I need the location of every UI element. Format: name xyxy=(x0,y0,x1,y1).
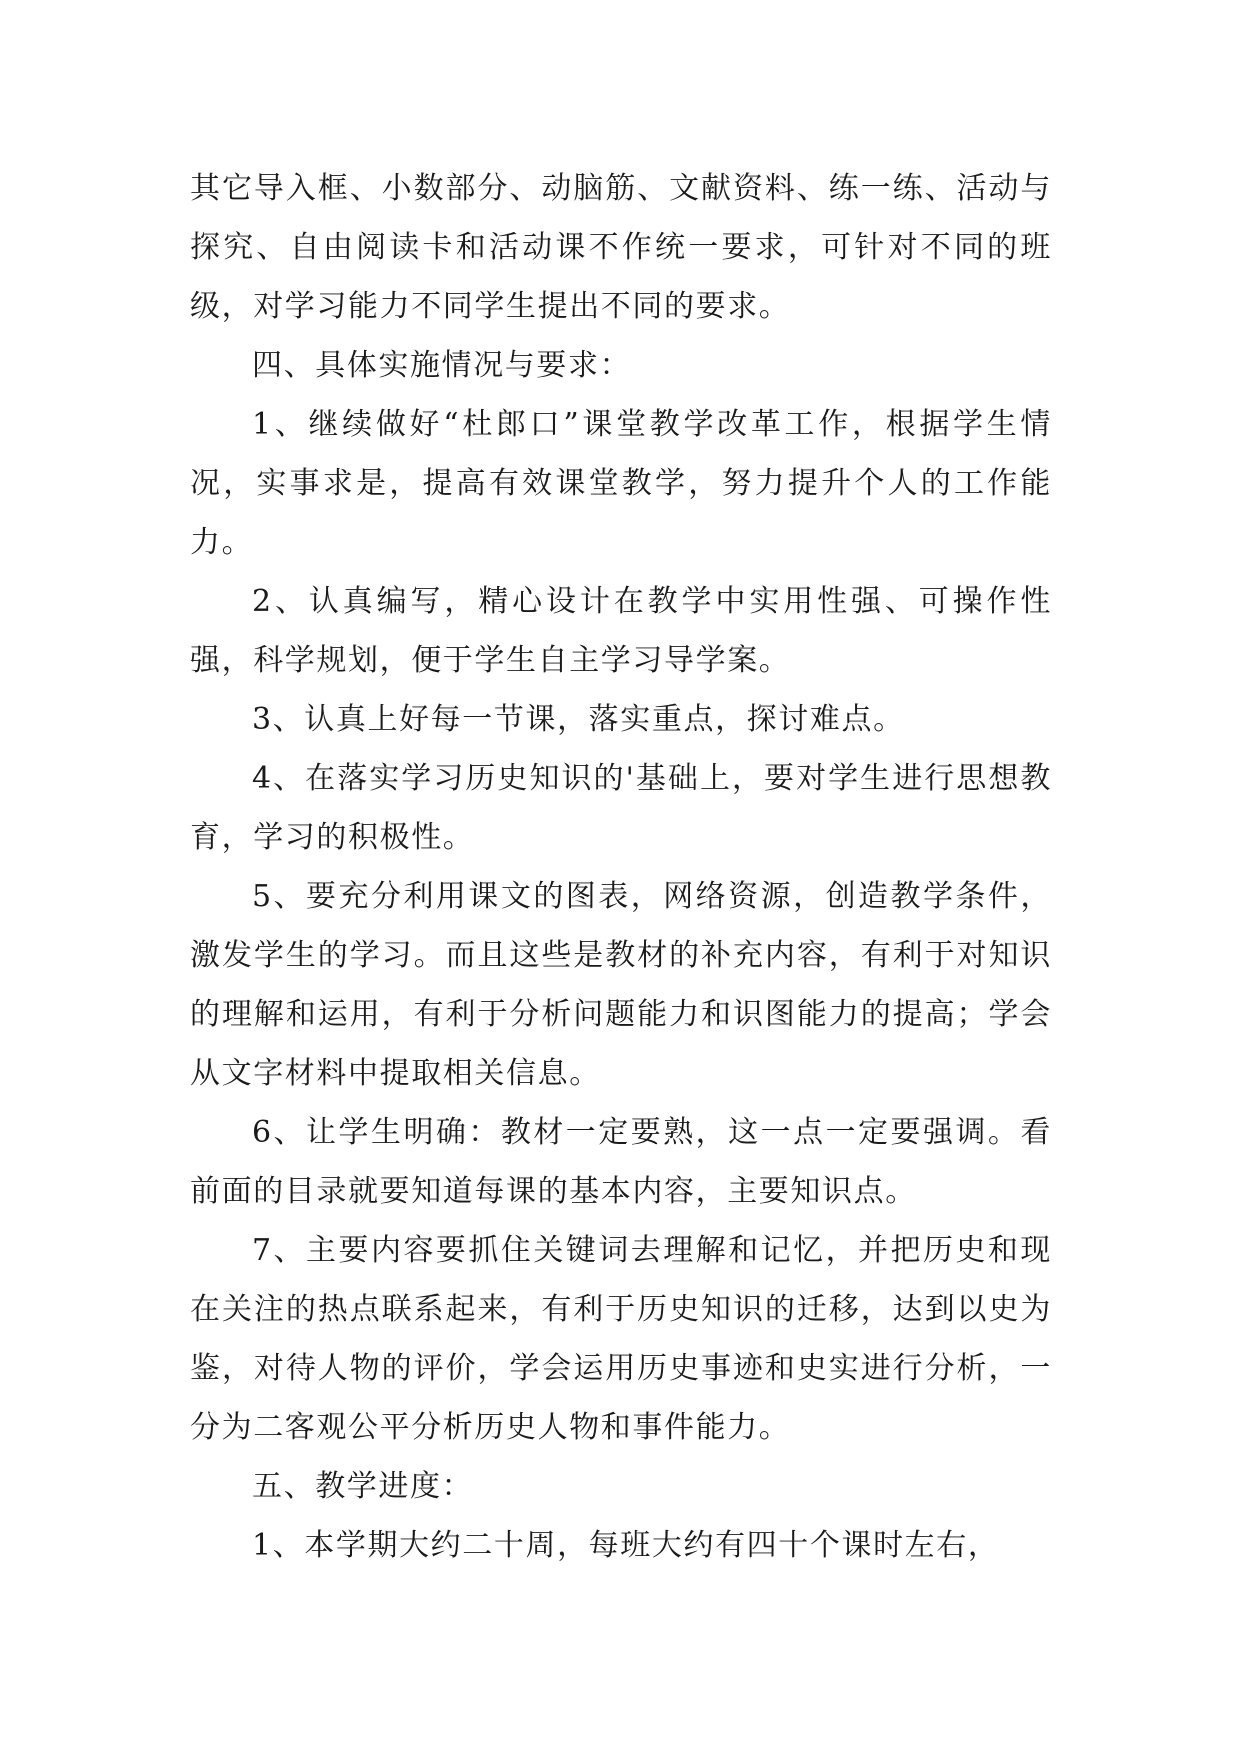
schedule-item-1: 1、本学期大约二十周，每班大约有四十个课时左右， xyxy=(252,1528,1000,1563)
list-item-3: 3、认真上好每一节课，落实重点，探讨难点。 xyxy=(252,702,905,737)
paragraph-continuation: 其它导入框、小数部分、动脑筋、文献资料、练一练、活动与探究、自由阅读卡和活动课不作统一要求，可针对不同的班级，对学习能力不同学生提出不同的要求。 xyxy=(190,171,1052,324)
list-item-1: 1、继续做好“杜郎口”课堂教学改革工作，根据学生情况，实事求是，提高有效课堂教学，努力提升个人的工作能力。 xyxy=(190,407,1052,560)
section-heading-implementation: 四、具体实施情况与要求： xyxy=(252,348,632,383)
list-item-5: 5、要充分利用课文的图表，网络资源，创造教学条件，激发学生的学习。而且这些是教材的补充内容，有利于对知识的理解和运用，有利于分析问题能力和识图能力的提高；学会从文字材料中提取相关信息。 xyxy=(190,879,1052,1091)
list-item-7: 7、主要内容要抓住关键词去理解和记忆，并把历史和现在关注的热点联系起来，有利于历史知识的迁移，达到以史为鉴，对待人物的评价，学会运用历史事迹和史实进行分析，一分为二客观公平分析历史人物和事件能力。 xyxy=(190,1233,1052,1445)
list-item-2: 2、认真编写，精心设计在教学中实用性强、可操作性强，科学规划，便于学生自主学习导学案。 xyxy=(190,584,1052,678)
document-body xyxy=(190,159,1052,1575)
list-item-4: 4、在落实学习历史知识的'基础上，要对学生进行思想教育，学习的积极性。 xyxy=(190,761,1052,855)
section-heading-schedule: 五、教学进度： xyxy=(252,1469,474,1504)
list-item-6: 6、让学生明确：教材一定要熟，这一点一定要强调。看前面的目录就要知道每课的基本内容，主要知识点。 xyxy=(190,1115,1052,1209)
